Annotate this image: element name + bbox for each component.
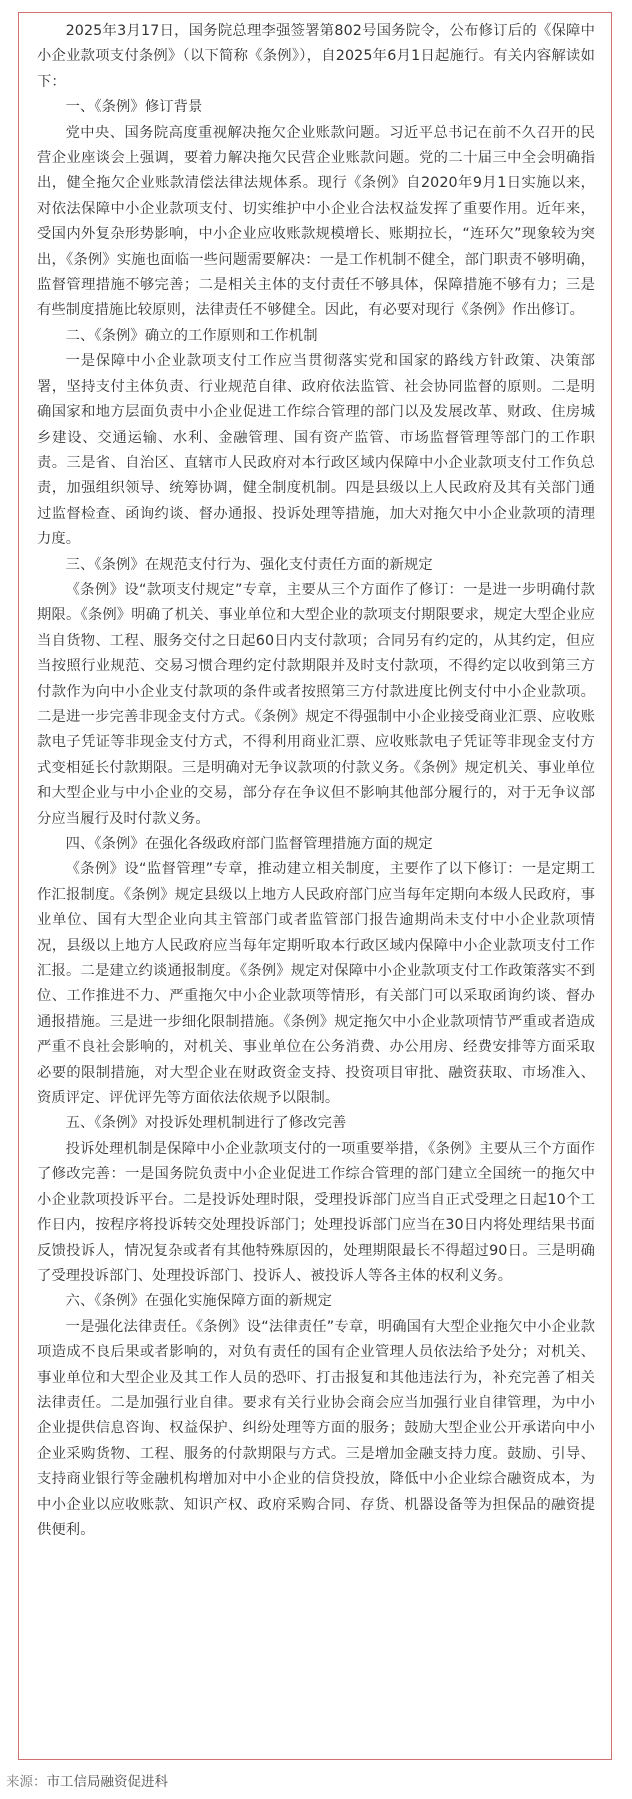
section-heading-6: 六、《条例》在强化实施保障方面的新规定 — [65, 1293, 332, 1310]
section-body-6: 一是强化法律责任。《条例》设“法律责任”专章，明确国有大型企业拖欠中小企业款项造成不良后果或者影响的，对负有责任的国有企业管理人员依法给予处分；对机关、事业单位和大型企业及其工作人员的恐吓、打击报复和其他违法行为，补充完善了相关法律责任。二是加强行业自律。要求有关行业协会商会应当加强行业自律管理，为中小企业提供信息咨询、权益保护、纠纷处理等方面的服务；鼓励大型企业公开承诺向中小企业采购货物、工程、服务的付款期限与方式。三是增加金融支持力度。鼓励、引导、支持商业银行等金融机构增加对中小企业的信贷投放，降低中小企业综合融资成本，为中小企业以应收账款、知识产权、政府采购合同、存货、机器设备等为担保品的融资提供便利。 — [37, 1318, 595, 1538]
intro-paragraph: 2025年3月17日，国务院总理李强签署第802号国务院令，公布修订后的《保障中小企业款项支付条例》（以下简称《条例》），自2025年6月1日起施行。有关内容解读如下： — [37, 23, 595, 90]
section-body-5: 投诉处理机制是保障中小企业款项支付的一项重要举措，《条例》主要从三个方面作了修改完善：一是国务院负责中小企业促进工作综合管理的部门建立全国统一的拖欠中小企业款项投诉平台。二是投诉处理时限，受理投诉部门应当自正式受理之日起10个工作日内，按程序将投诉转交处理投诉部门；处理投诉部门应当在30日内将处理结果书面反馈投诉人，情况复杂或者有其他特殊原因的，处理期限最长不得超过90日。三是明确了受理投诉部门、处理投诉部门、投诉人、被投诉人等各主体的权利义务。 — [37, 1140, 595, 1284]
section-body-4: 《条例》设“监督管理”专章，推动建立相关制度，主要作了以下修订：一是定期工作汇报制度。《条例》规定县级以上地方人民政府部门应当每年定期向本级人民政府，事业单位、国有大型企业向其主管部门或者监管部门报告逾期尚未支付中小企业款项情况，县级以上地方人民政府应当每年定期听取本行政区域内保障中小企业款项支付工作汇报。二是建立约谈通报制度。《条例》规定对保障中小企业款项支付工作政策落实不到位、工作推进不力、严重拖欠中小企业款项等情形，有关部门可以采取函询约谈、督办通报措施。三是进一步细化限制措施。《条例》规定拖欠中小企业款项情节严重或者造成严重不良社会影响的，对机关、事业单位在公务消费、办公用房、经费安排等方面采取必要的限制措施，对大型企业在财政资金支持、投资项目审批、融资获取、市场准入、资质评定、评优评先等方面依法依规予以限制。 — [37, 861, 595, 1107]
article-frame — [18, 12, 612, 1760]
source-line — [6, 1770, 168, 1790]
section-body-2: 一是保障中小企业款项支付工作应当贯彻落实党和国家的路线方针政策、决策部署，坚持支付主体负责、行业规范自律、政府依法监管、社会协同监督的原则。二是明确国家和地方层面负责中小企业促进工作综合管理的部门以及发展改革、财政、住房城乡建设、交通运输、水利、金融管理、国有资产监管、市场监督管理等部门的工作职责。三是省、自治区、直辖市人民政府对本行政区域内保障中小企业款项支付工作负总责，加强组织领导、统筹协调，健全制度机制。四是县级以上人民政府及其有关部门通过监督检查、函询约谈、督办通报、投诉处理等措施，加大对拖欠中小企业款项的清理力度。 — [37, 353, 595, 548]
section-heading-3: 三、《条例》在规范支付行为、强化支付责任方面的新规定 — [65, 556, 433, 573]
section-heading-5: 五、《条例》对投诉处理机制进行了修改完善 — [65, 1115, 347, 1132]
section-heading-2: 二、《条例》确立的工作原则和工作机制 — [65, 327, 318, 344]
section-heading-1: 一、《条例》修订背景 — [65, 99, 203, 116]
section-body-1: 党中央、国务院高度重视解决拖欠企业账款问题。习近平总书记在前不久召开的民营企业座谈会上强调，要着力解决拖欠民营企业账款问题。党的二十届三中全会明确指出，健全拖欠企业账款清偿法律法规体系。现行《条例》自2020年9月1日实施以来，对依法保障中小企业款项支付、切实维护中小企业合法权益发挥了重要作用。近年来，受国内外复杂形势影响，中小企业应收账款规模增长、账期拉长，“连环欠”现象较为突出，《条例》实施也面临一些问题需要解决：一是工作机制不健全，部门职责不够明确，监督管理措施不够完善；二是相关主体的支付责任不够具体，保障措施不够有力；三是有些制度措施比较原则，法律责任不够健全。因此，有必要对现行《条例》作出修订。 — [37, 124, 595, 319]
section-heading-4: 四、《条例》在强化各级政府部门监督管理措施方面的规定 — [65, 836, 433, 852]
source-label: 来源： — [6, 1774, 47, 1790]
article-body — [19, 13, 611, 1543]
section-body-3: 《条例》设“款项支付规定”专章，主要从三个方面作了修订：一是进一步明确付款期限。《条例》明确了机关、事业单位和大型企业的款项支付期限要求，规定大型企业应当自货物、工程、服务交付之日起60日内支付款项；合同另有约定的，从其约定，但应当按照行业规范、交易习惯合理约定付款期限并及时支付款项，不得约定以收到第三方付款作为向中小企业支付款项的条件或者按照第三方付款进度比例支付中小企业款项。二是进一步完善非现金支付方式。《条例》规定不得强制中小企业接受商业汇票、应收账款电子凭证等非现金支付方式，不得利用商业汇票、应收账款电子凭证等非现金支付方式变相延长付款期限。三是明确对无争议款项的付款义务。《条例》规定机关、事业单位和大型企业与中小企业的交易，部分存在争议但不影响其他部分履行的，对于无争议部分应当履行及时付款义务。 — [37, 581, 595, 827]
source-name: 市工信局融资促进科 — [46, 1774, 168, 1790]
